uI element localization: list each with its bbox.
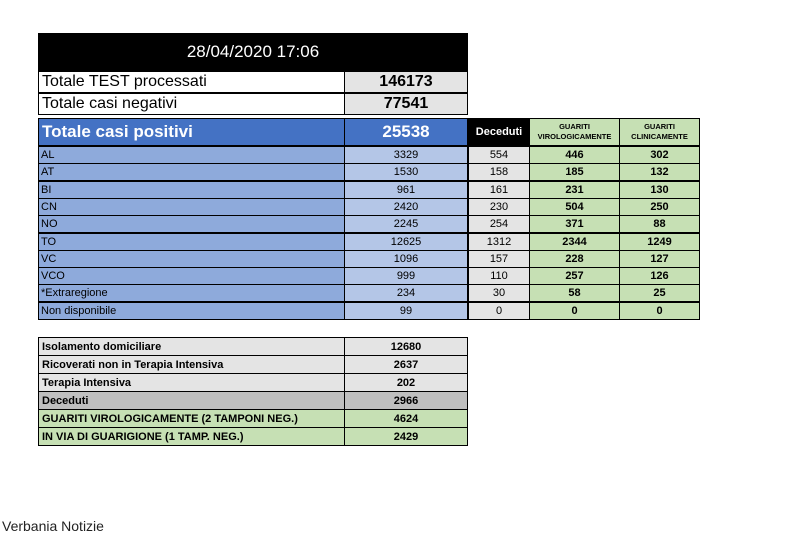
province-cases: 2245	[344, 215, 468, 233]
status-label: IN VIA DI GUARIGIONE (1 TAMP. NEG.)	[38, 427, 345, 446]
summary-value-test: 146173	[344, 71, 468, 93]
province-name: AT	[38, 163, 345, 181]
province-name: TO	[38, 233, 345, 251]
province-cases: 999	[344, 267, 468, 285]
datetime-header: 28/04/2020 17:06	[38, 33, 468, 71]
province-deceduti: 110	[468, 267, 530, 285]
summary-value-negativi: 77541	[344, 93, 468, 115]
status-label: GUARITI VIROLOGICAMENTE (2 TAMPONI NEG.)	[38, 409, 345, 428]
status-value: 2966	[344, 391, 468, 410]
province-cases: 1530	[344, 163, 468, 181]
province-deceduti: 554	[468, 146, 530, 164]
status-label: Isolamento domiciliare	[38, 337, 345, 356]
province-cases: 961	[344, 181, 468, 199]
province-deceduti: 30	[468, 284, 530, 302]
positivi-value: 25538	[344, 118, 468, 146]
province-guariti-clin: 130	[619, 181, 700, 199]
status-value: 202	[344, 373, 468, 392]
province-guariti-clin: 25	[619, 284, 700, 302]
province-guariti-clin: 126	[619, 267, 700, 285]
province-guariti-viro: 371	[529, 215, 620, 233]
status-label: Terapia Intensiva	[38, 373, 345, 392]
province-cases: 3329	[344, 146, 468, 164]
province-deceduti: 254	[468, 215, 530, 233]
province-deceduti: 157	[468, 250, 530, 268]
col-header-guariti-viro: GUARITI VIROLOGICAMENTE	[529, 118, 620, 146]
province-guariti-clin: 0	[619, 302, 700, 320]
province-name: *Extraregione	[38, 284, 345, 302]
province-deceduti: 1312	[468, 233, 530, 251]
province-cases: 2420	[344, 198, 468, 216]
province-guariti-viro: 185	[529, 163, 620, 181]
col-header-deceduti: Deceduti	[468, 118, 530, 146]
positivi-label: Totale casi positivi	[38, 118, 345, 146]
footer-source: Verbania Notizie	[2, 518, 104, 534]
summary-label-test: Totale TEST processati	[38, 71, 345, 93]
province-name: VCO	[38, 267, 345, 285]
province-guariti-viro: 0	[529, 302, 620, 320]
col-header-guariti-clin: GUARITI CLINICAMENTE	[619, 118, 700, 146]
province-deceduti: 0	[468, 302, 530, 320]
province-guariti-clin: 250	[619, 198, 700, 216]
province-cases: 1096	[344, 250, 468, 268]
province-guariti-viro: 257	[529, 267, 620, 285]
province-cases: 12625	[344, 233, 468, 251]
province-name: AL	[38, 146, 345, 164]
province-name: BI	[38, 181, 345, 199]
status-value: 12680	[344, 337, 468, 356]
province-guariti-viro: 228	[529, 250, 620, 268]
province-name: Non disponibile	[38, 302, 345, 320]
status-label: Deceduti	[38, 391, 345, 410]
province-name: CN	[38, 198, 345, 216]
province-guariti-viro: 231	[529, 181, 620, 199]
province-deceduti: 161	[468, 181, 530, 199]
summary-label-negativi: Totale casi negativi	[38, 93, 345, 115]
province-cases: 99	[344, 302, 468, 320]
status-value: 2429	[344, 427, 468, 446]
province-name: VC	[38, 250, 345, 268]
status-value: 2637	[344, 355, 468, 374]
province-cases: 234	[344, 284, 468, 302]
province-guariti-clin: 1249	[619, 233, 700, 251]
province-name: NO	[38, 215, 345, 233]
province-guariti-clin: 127	[619, 250, 700, 268]
status-label: Ricoverati non in Terapia Intensiva	[38, 355, 345, 374]
province-guariti-clin: 302	[619, 146, 700, 164]
province-deceduti: 158	[468, 163, 530, 181]
province-guariti-viro: 446	[529, 146, 620, 164]
province-guariti-viro: 58	[529, 284, 620, 302]
province-guariti-clin: 88	[619, 215, 700, 233]
province-guariti-clin: 132	[619, 163, 700, 181]
province-guariti-viro: 2344	[529, 233, 620, 251]
province-deceduti: 230	[468, 198, 530, 216]
status-value: 4624	[344, 409, 468, 428]
province-guariti-viro: 504	[529, 198, 620, 216]
